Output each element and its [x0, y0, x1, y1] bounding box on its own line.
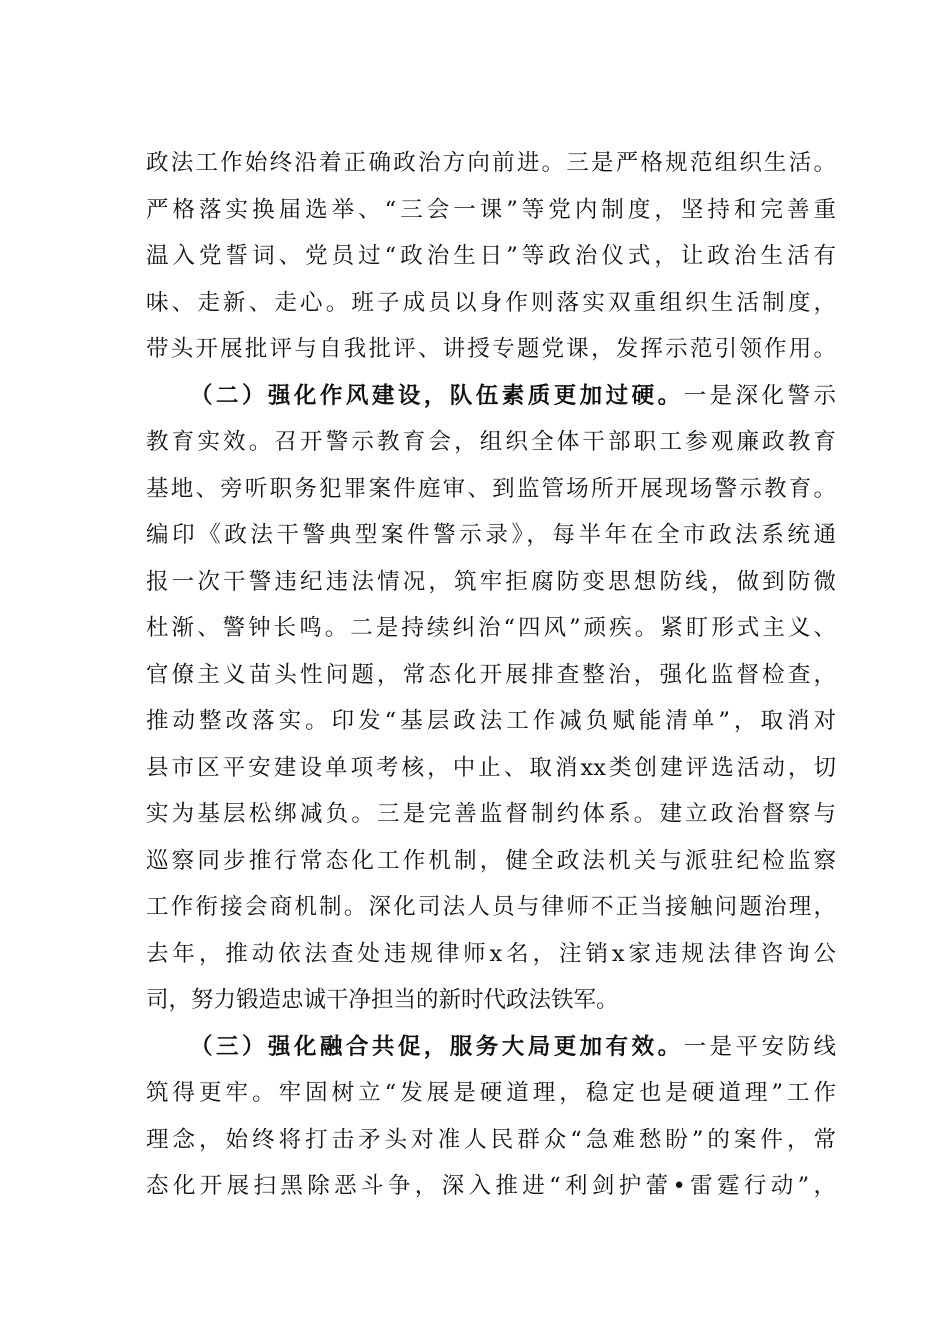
- text-line: 实为基层松绑减负。三是完善监督制约体系。建立政治督察与: [146, 801, 836, 827]
- text-line: 推动整改落实。印发“基层政法工作减负赋能清单”，取消对: [146, 708, 836, 734]
- text-line: 严格落实换届选举、“三会一课”等党内制度，坚持和完善重: [146, 197, 836, 223]
- text-line: 编印《政法干警典型案件警示录》，每半年在全市政法系统通: [146, 522, 836, 548]
- text-line: 去年，推动依法查处违规律师x名，注销x家违规法律咨询公: [146, 941, 836, 967]
- section-2-first-line: [190, 376, 836, 416]
- text-line: 巡察同步推行常态化工作机制，健全政法机关与派驻纪检监察: [146, 848, 836, 874]
- text-line: 态化开展扫黑除恶斗争，深入推进“利剑护蕾•雷霆行动”，: [146, 1173, 836, 1199]
- text-line: 工作衔接会商机制。深化司法人员与律师不正当接触问题治理，: [146, 894, 836, 920]
- text-line: 味、走新、走心。班子成员以身作则落实双重组织生活制度，: [146, 290, 836, 316]
- text-line: 带头开展批评与自我批评、讲授专题党课，发挥示范引领作用。: [146, 336, 836, 362]
- section-2-lead: 一是深化警示: [683, 383, 836, 409]
- text-line: 县市区平安建设单项考核，中止、取消xx类创建评选活动，切: [146, 755, 836, 781]
- section-2-heading: （二）强化作风建设，队伍素质更加过硬。: [190, 383, 684, 409]
- text-line: 报一次干警违纪违法情况，筑牢拒腐防变思想防线，做到防微: [146, 569, 836, 595]
- text-line: 官僚主义苗头性问题，常态化开展排查整治，强化监督检查，: [146, 662, 836, 688]
- text-line: 基地、旁听职务犯罪案件庭审、到监管场所开展现场警示教育。: [146, 476, 836, 502]
- text-line: 理念，始终将打击矛头对准人民群众“急难愁盼”的案件，常: [146, 1127, 836, 1153]
- text-line: 筑得更牢。牢固树立“发展是硬道理，稳定也是硬道理”工作: [146, 1080, 836, 1106]
- text-line: 司，努力锻造忠诚干净担当的新时代政法铁军。: [146, 987, 619, 1013]
- section-3-lead: 一是平安防线: [683, 1034, 836, 1060]
- section-3-heading: （三）强化融合共促，服务大局更加有效。: [190, 1034, 684, 1060]
- text-line: 政法工作始终沿着正确政治方向前进。三是严格规范组织生活。: [146, 150, 836, 176]
- text-line: 杜渐、警钟长鸣。二是持续纠治“四风”顽疾。紧盯形式主义、: [146, 615, 836, 641]
- section-3-first-line: [190, 1027, 836, 1067]
- text-line: 温入党誓词、党员过“政治生日”等政治仪式，让政治生活有: [146, 243, 836, 269]
- text-line: 教育实效。召开警示教育会，组织全体干部职工参观廉政教育: [146, 429, 836, 455]
